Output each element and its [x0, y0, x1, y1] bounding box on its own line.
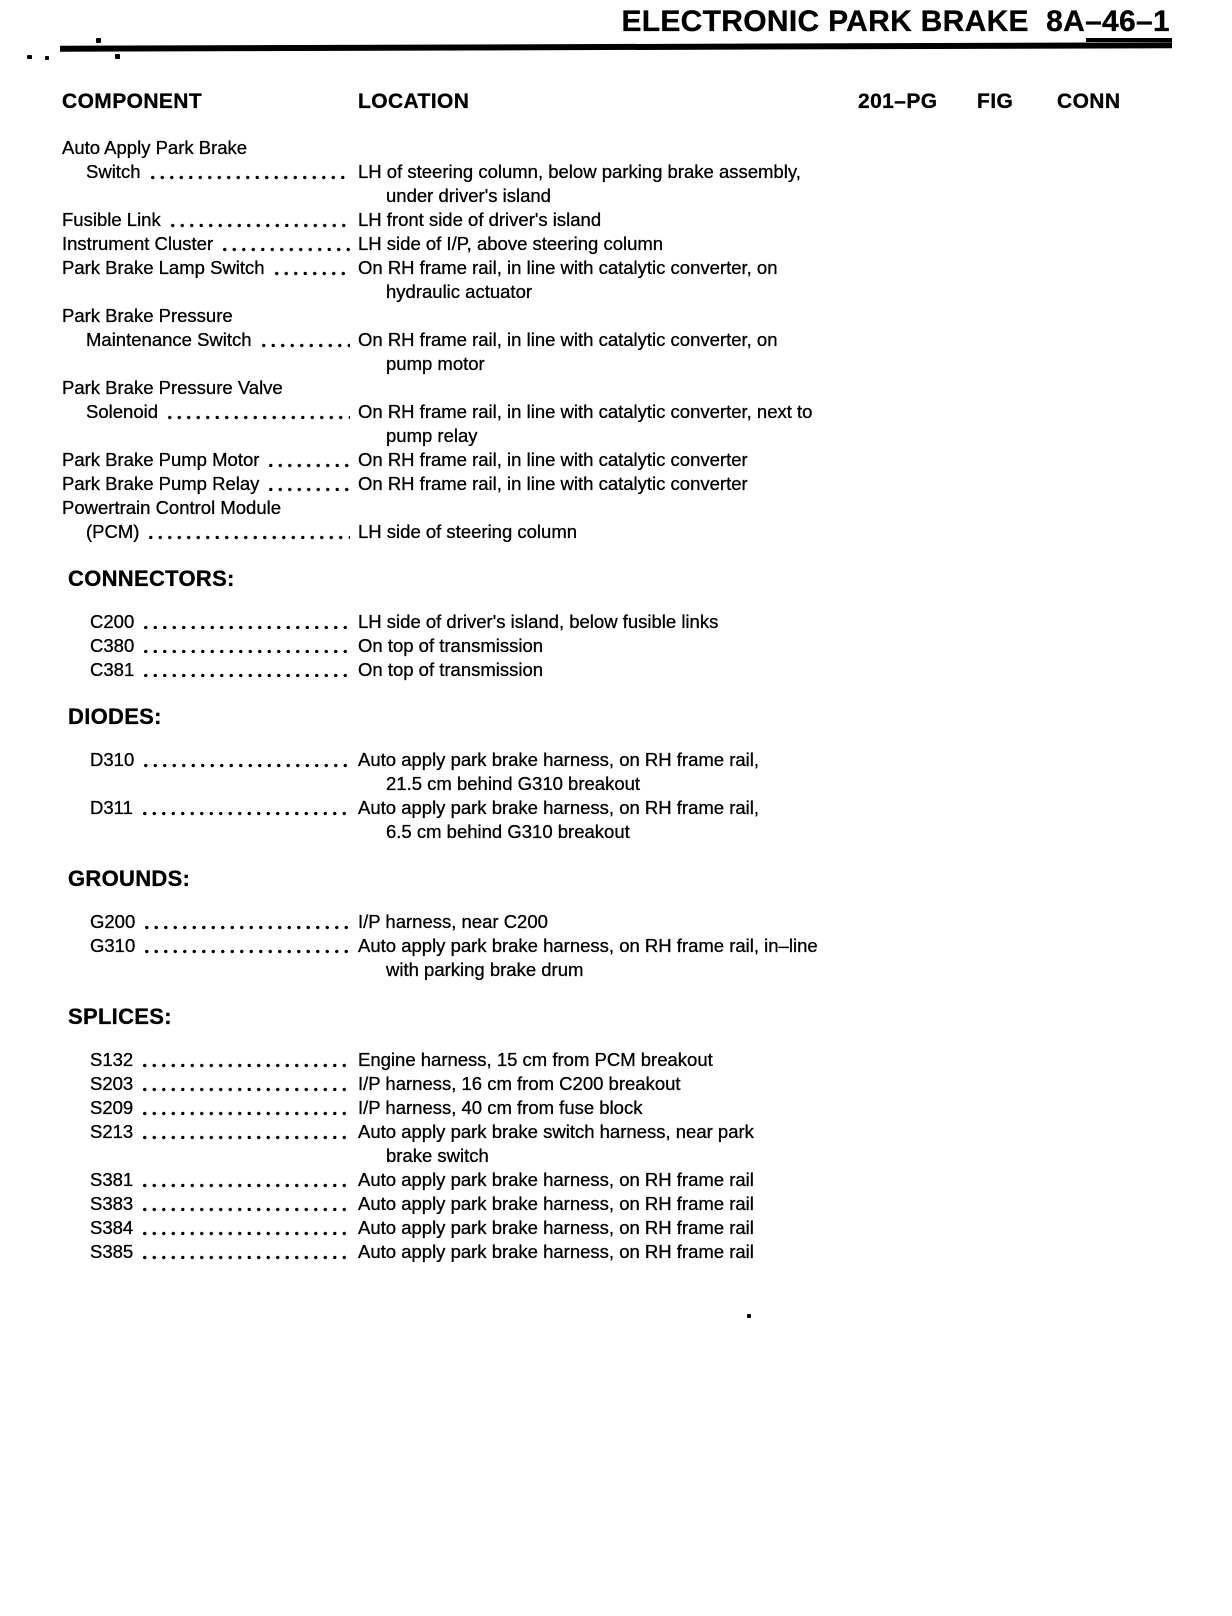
name-cell	[62, 520, 358, 544]
name-cell	[62, 910, 358, 934]
dot-leader	[148, 160, 351, 184]
name-cell	[62, 1120, 358, 1144]
continuation-row	[62, 958, 583, 982]
location-text: On RH frame rail, in line with catalytic converter, on	[358, 329, 778, 350]
location-text: under driver's island	[386, 185, 551, 206]
dot-leader	[140, 796, 350, 820]
dot-leader	[146, 520, 350, 544]
section-heading-diodes: DIODES:	[68, 704, 162, 729]
section-heading-splices: SPLICES:	[68, 1004, 172, 1029]
location-text: Auto apply park brake switch harness, near park	[358, 1121, 754, 1142]
column-header-fig: FIG	[977, 90, 1014, 113]
name-cell	[62, 610, 358, 634]
component-row	[62, 448, 748, 472]
dot-leader	[141, 634, 350, 658]
column-header-pg: 201–PG	[858, 90, 938, 113]
dot-leader	[140, 1168, 350, 1192]
name-cell	[62, 448, 358, 472]
location-text: LH of steering column, below parking brake assembly,	[358, 161, 801, 182]
name-cell	[62, 1072, 358, 1096]
name-cell	[62, 496, 358, 520]
location-text: pump motor	[386, 353, 485, 374]
component-label: Maintenance Switch	[86, 329, 252, 350]
name-cell	[62, 1216, 358, 1240]
component-row	[62, 400, 812, 424]
location-text: On top of transmission	[358, 659, 544, 680]
dot-leader	[140, 1120, 350, 1144]
location-text: I/P harness, 40 cm from fuse block	[358, 1097, 643, 1118]
code-row	[62, 610, 718, 634]
location-text: brake switch	[386, 1145, 489, 1166]
location-text: hydraulic actuator	[386, 281, 533, 302]
location-text: 6.5 cm behind G310 breakout	[386, 821, 630, 842]
continuation-row	[62, 424, 478, 448]
location-text: Engine harness, 15 cm from PCM breakout	[358, 1049, 713, 1070]
name-cell-spacer	[62, 958, 358, 982]
dot-leader	[140, 1048, 350, 1072]
component-label: Fusible Link	[62, 209, 161, 230]
dot-leader	[140, 1216, 350, 1240]
dot-leader	[168, 208, 350, 232]
code-row	[62, 1168, 754, 1192]
code-row	[62, 1072, 681, 1096]
name-cell	[62, 1048, 358, 1072]
name-cell	[62, 796, 358, 820]
dot-leader	[266, 448, 350, 472]
item-code: S385	[90, 1241, 134, 1262]
component-label: (PCM)	[86, 521, 140, 542]
location-text: with parking brake drum	[386, 959, 584, 980]
location-text: pump relay	[386, 425, 478, 446]
continuation-row	[62, 352, 485, 376]
code-row	[62, 748, 759, 772]
scan-speck	[45, 56, 49, 60]
code-row	[62, 910, 548, 934]
name-cell	[62, 328, 358, 352]
item-code: S384	[90, 1217, 134, 1238]
component-label: Solenoid	[86, 401, 159, 422]
item-code: C200	[90, 611, 135, 632]
name-cell-spacer	[62, 1144, 358, 1168]
dot-leader	[165, 400, 350, 424]
component-row	[62, 496, 358, 520]
name-cell	[62, 1240, 358, 1264]
name-cell	[62, 208, 358, 232]
component-row	[62, 232, 663, 256]
component-row	[62, 256, 778, 280]
dot-leader	[141, 748, 350, 772]
name-cell	[62, 256, 358, 280]
location-text: Auto apply park brake harness, on RH frame rail,	[358, 749, 760, 770]
location-text: Auto apply park brake harness, on RH frame rail,	[358, 797, 760, 818]
name-cell	[62, 400, 358, 424]
name-cell	[62, 1168, 358, 1192]
name-cell	[62, 304, 358, 328]
location-text: On RH frame rail, in line with catalytic converter, on	[358, 257, 778, 278]
component-label: Auto Apply Park Brake	[62, 137, 248, 158]
item-code: D310	[90, 749, 135, 770]
name-cell-spacer	[62, 820, 358, 844]
location-text: LH side of steering column	[358, 521, 578, 542]
component-row	[62, 160, 801, 184]
location-text: On RH frame rail, in line with catalytic converter	[358, 449, 748, 470]
component-row	[62, 208, 601, 232]
column-header-location: LOCATION	[358, 90, 470, 113]
header-rule	[60, 42, 1172, 51]
name-cell-spacer	[62, 424, 358, 448]
component-row	[62, 520, 577, 544]
component-label: Park Brake Pressure Valve	[62, 377, 283, 398]
continuation-row	[62, 280, 532, 304]
scan-speck	[96, 38, 101, 43]
name-cell	[62, 1096, 358, 1120]
name-cell	[62, 160, 358, 184]
item-code: D311	[90, 797, 133, 818]
component-label: Park Brake Lamp Switch	[62, 257, 265, 278]
location-text: Auto apply park brake harness, on RH frame rail	[358, 1217, 754, 1238]
component-label: Park Brake Pressure	[62, 305, 233, 326]
location-text: Auto apply park brake harness, on RH frame rail, in–line	[358, 935, 818, 956]
dot-leader	[141, 610, 350, 634]
name-cell	[62, 934, 358, 958]
location-text: LH side of driver's island, below fusible links	[358, 611, 719, 632]
code-row	[62, 796, 759, 820]
continuation-row	[62, 184, 551, 208]
dot-leader	[140, 1072, 350, 1096]
scan-speck	[747, 1314, 751, 1318]
location-text: I/P harness, 16 cm from C200 breakout	[358, 1073, 681, 1094]
item-code: S209	[90, 1097, 134, 1118]
location-text: Auto apply park brake harness, on RH frame rail	[358, 1169, 754, 1190]
component-label: Instrument Cluster	[62, 233, 214, 254]
code-row	[62, 1240, 754, 1264]
component-row	[62, 472, 748, 496]
component-label: Powertrain Control Module	[62, 497, 282, 518]
code-row	[62, 1048, 713, 1072]
section-heading-grounds: GROUNDS:	[68, 866, 191, 891]
continuation-row	[62, 772, 640, 796]
item-code: S381	[90, 1169, 134, 1190]
code-row	[62, 634, 543, 658]
item-code: G200	[90, 911, 136, 932]
name-cell	[62, 232, 358, 256]
dot-leader	[140, 1240, 350, 1264]
component-label: Park Brake Pump Relay	[62, 473, 260, 494]
scan-speck	[27, 55, 32, 59]
page-title: ELECTRONIC PARK BRAKE 8A–46–1	[621, 5, 1170, 38]
name-cell-spacer	[62, 352, 358, 376]
name-cell-spacer	[62, 772, 358, 796]
name-cell	[62, 472, 358, 496]
dot-leader	[259, 328, 350, 352]
code-row	[62, 1120, 754, 1144]
component-row	[62, 136, 358, 160]
name-cell	[62, 136, 358, 160]
component-label: Switch	[86, 161, 141, 182]
item-code: S203	[90, 1073, 134, 1094]
dot-leader	[220, 232, 350, 256]
dot-leader	[141, 658, 350, 682]
dot-leader	[142, 910, 350, 934]
item-code: S383	[90, 1193, 134, 1214]
dot-leader	[140, 1096, 350, 1120]
component-label: Park Brake Pump Motor	[62, 449, 260, 470]
name-cell-spacer	[62, 280, 358, 304]
component-row	[62, 304, 358, 328]
continuation-row	[62, 1144, 489, 1168]
dot-leader	[266, 472, 350, 496]
code-row	[62, 1216, 754, 1240]
code-row	[62, 934, 818, 958]
column-header-component: COMPONENT	[62, 90, 203, 113]
name-cell	[62, 376, 358, 400]
continuation-row	[62, 820, 630, 844]
section-heading-connectors: CONNECTORS:	[68, 566, 235, 591]
item-code: S132	[90, 1049, 134, 1070]
dot-leader	[140, 1192, 350, 1216]
location-text: Auto apply park brake harness, on RH frame rail	[358, 1193, 754, 1214]
location-text: 21.5 cm behind G310 breakout	[386, 773, 641, 794]
item-code: G310	[90, 935, 136, 956]
dot-leader	[272, 256, 350, 280]
name-cell	[62, 1192, 358, 1216]
location-text: On RH frame rail, in line with catalytic converter	[358, 473, 748, 494]
item-code: C380	[90, 635, 135, 656]
item-code: C381	[90, 659, 135, 680]
scan-speck	[115, 54, 120, 59]
location-text: Auto apply park brake harness, on RH frame rail	[358, 1241, 754, 1262]
name-cell	[62, 658, 358, 682]
item-code: S213	[90, 1121, 134, 1142]
location-text: LH side of I/P, above steering column	[358, 233, 664, 254]
component-row	[62, 376, 358, 400]
name-cell-spacer	[62, 184, 358, 208]
dot-leader	[142, 934, 350, 958]
column-header-conn: CONN	[1057, 90, 1121, 113]
name-cell	[62, 748, 358, 772]
location-text: On top of transmission	[358, 635, 544, 656]
component-row	[62, 328, 778, 352]
location-text: LH front side of driver's island	[358, 209, 602, 230]
location-text: I/P harness, near C200	[358, 911, 548, 932]
location-text: On RH frame rail, in line with catalytic converter, next to	[358, 401, 813, 422]
code-row	[62, 658, 543, 682]
name-cell	[62, 634, 358, 658]
code-row	[62, 1096, 642, 1120]
code-row	[62, 1192, 754, 1216]
